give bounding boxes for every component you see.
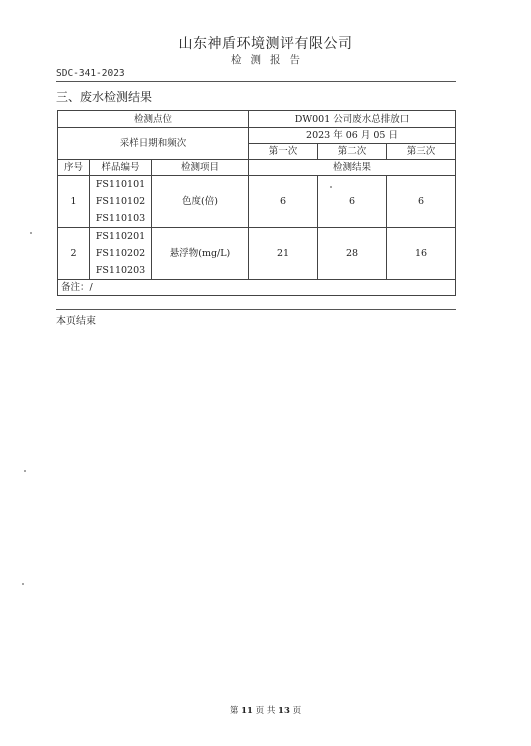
- row-value-2: 28: [318, 228, 387, 280]
- wastewater-results-table: [57, 110, 456, 296]
- point-value: DW001 公司废水总排放口: [249, 111, 456, 128]
- point-label: 检测点位: [58, 111, 249, 128]
- document-number: SDC-341-2023: [56, 68, 125, 79]
- row-value-3: 6: [387, 176, 456, 228]
- page-number: 11: [241, 706, 253, 716]
- sample-id: FS110203: [95, 265, 146, 276]
- sample-id: FS110201: [95, 231, 146, 242]
- col-sample-header: 样品编号: [90, 160, 152, 176]
- section-title: 三、废水检测结果: [56, 90, 153, 104]
- row-item: 色度(倍): [152, 176, 249, 228]
- sampling-label: 采样日期和频次: [58, 128, 249, 160]
- scan-speck: [24, 470, 26, 472]
- sample-id: FS110102: [95, 196, 146, 207]
- footer-suffix: 页: [292, 706, 302, 716]
- row-seq: 1: [58, 176, 90, 228]
- page-footer: [0, 704, 531, 716]
- footer-middle: 页 共: [255, 706, 276, 716]
- table-row: [58, 228, 456, 280]
- sample-id: FS110103: [95, 213, 146, 224]
- col-item-header: 检测项目: [152, 160, 249, 176]
- col-seq-header: 序号: [58, 160, 90, 176]
- scan-speck: [30, 232, 32, 234]
- company-name: 山东神盾环境测评有限公司: [178, 36, 353, 52]
- row-seq: 2: [58, 228, 90, 280]
- sample-id: FS110202: [95, 248, 146, 259]
- round-2-header: 第二次: [318, 144, 387, 160]
- round-3-header: 第三次: [387, 144, 456, 160]
- end-rule: [56, 309, 456, 310]
- row-samples: [90, 228, 152, 280]
- col-result-header: 检测结果: [249, 160, 456, 176]
- remark: 备注：/: [58, 280, 456, 296]
- row-item: 悬浮物(mg/L): [152, 228, 249, 280]
- scan-speck: [330, 186, 332, 188]
- row-value-1: 21: [249, 228, 318, 280]
- scan-speck: [22, 583, 24, 585]
- sample-id: FS110101: [95, 179, 146, 190]
- footer-prefix: 第: [229, 706, 239, 716]
- report-subtitle: 检测报告: [231, 54, 309, 66]
- row-samples: [90, 176, 152, 228]
- row-value-2: 6: [318, 176, 387, 228]
- header-rule: [56, 81, 456, 82]
- round-1-header: 第一次: [249, 144, 318, 160]
- row-value-1: 6: [249, 176, 318, 228]
- row-value-3: 16: [387, 228, 456, 280]
- end-note: 本页结束: [56, 316, 96, 327]
- page-total: 13: [278, 706, 290, 716]
- sampling-date: 2023 年 06 月 05 日: [249, 128, 456, 144]
- table-row: [58, 176, 456, 228]
